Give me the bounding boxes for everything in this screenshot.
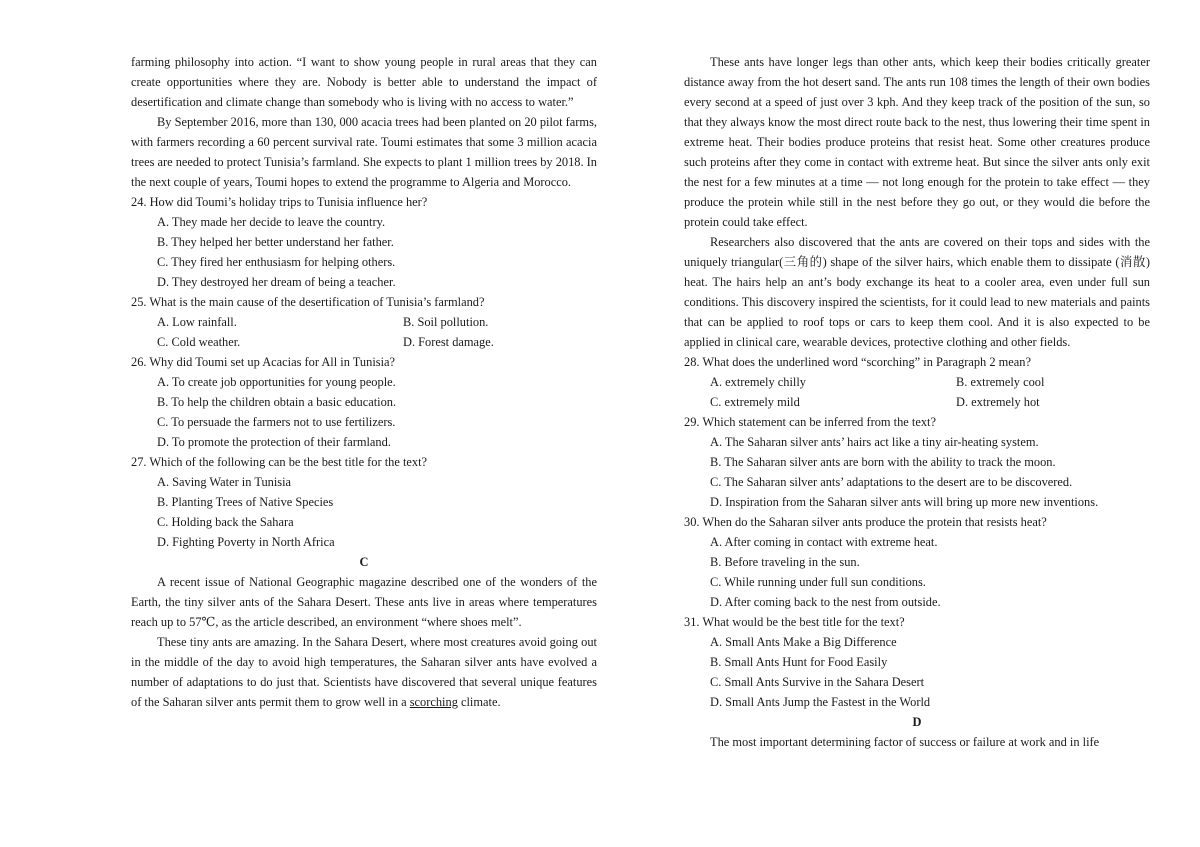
option-24d: D. They destroyed her dream of being a teacher. bbox=[157, 275, 396, 289]
question-30: 30. When do the Saharan silver ants produce the protein that resists heat? bbox=[684, 515, 1047, 529]
option-24c: C. They fired her enthusiasm for helping others. bbox=[157, 255, 396, 269]
left-column bbox=[131, 52, 597, 712]
option-26d: D. To promote the protection of their farmland. bbox=[157, 435, 391, 449]
text-run: climate. bbox=[457, 695, 501, 709]
question-26: 26. Why did Toumi set up Acacias for All in Tunisia? bbox=[131, 355, 396, 369]
option-25b: B. Soil pollution. bbox=[403, 315, 489, 329]
passage-paragraph: farming philosophy into action. “I want to show young people in rural areas that they can create opportunities where they are. Nobody is better able to understand the impact of desertification and climate change than somebody who is living with no access to water.” bbox=[131, 55, 597, 109]
passage-paragraph bbox=[131, 632, 597, 712]
option-27c: C. Holding back the Sahara bbox=[157, 515, 294, 529]
option-30c: C. While running under full sun conditions. bbox=[710, 575, 926, 589]
option-26a: A. To create job opportunities for young people. bbox=[157, 375, 396, 389]
passage-paragraph: Researchers also discovered that the ants are covered on their tops and sides with the uniquely triangular(三角的) shape of the silver hairs, which enable them to dissipate (消散) heat. The hairs help an ant’s body exchange its heat to a cooler area, even under full sun conditions. This discovery inspired the scientists, for it could lead to new materials and paints that can be applied to roof tops or cars to keep them cool. And it is also expected to be applied in clinical care, wearable devices, protective clothing and other fields. bbox=[684, 235, 1150, 349]
question-24: 24. How did Toumi’s holiday trips to Tunisia influence her? bbox=[131, 195, 428, 209]
option-25d: D. Forest damage. bbox=[403, 335, 494, 349]
question-28: 28. What does the underlined word “scorching” in Paragraph 2 mean? bbox=[684, 355, 1031, 369]
option-24b: B. They helped her better understand her father. bbox=[157, 235, 394, 249]
option-31b: B. Small Ants Hunt for Food Easily bbox=[710, 655, 888, 669]
right-column bbox=[684, 52, 1150, 752]
option-26c: C. To persuade the farmers not to use fertilizers. bbox=[157, 415, 396, 429]
question-27: 27. Which of the following can be the best title for the text? bbox=[131, 455, 428, 469]
option-29a: A. The Saharan silver ants’ hairs act like a tiny air-heating system. bbox=[710, 435, 1039, 449]
question-25: 25. What is the main cause of the desertification of Tunisia’s farmland? bbox=[131, 295, 485, 309]
option-27a: A. Saving Water in Tunisia bbox=[157, 475, 292, 489]
option-27b: B. Planting Trees of Native Species bbox=[157, 495, 334, 509]
option-28a: A. extremely chilly bbox=[710, 375, 806, 389]
option-28b: B. extremely cool bbox=[956, 375, 1045, 389]
option-29c: C. The Saharan silver ants’ adaptations to the desert are to be discovered. bbox=[710, 475, 1073, 489]
option-24a: A. They made her decide to leave the country. bbox=[157, 215, 386, 229]
option-28d: D. extremely hot bbox=[956, 395, 1040, 409]
passage-paragraph: These ants have longer legs than other ants, which keep their bodies critically greater distance away from the hot desert sand. The ants run 108 times the length of their own bodies every second at a speed of just over 3 kph. And they keep track of the position of the sun, so that they always know the most direct route back to the nest, thus lowering their time spent in extreme heat. Their bodies produce proteins that resist heat. Some other creatures produce such proteins after they come in contact with extreme heat. But since the silver ants only exit the nest for a few minutes at a time — not long enough for the protein to take effect — they produce the protein while still in the nest before they go out, or they would die before the protein could take effect. bbox=[684, 55, 1150, 229]
option-31a: A. Small Ants Make a Big Difference bbox=[710, 635, 897, 649]
options-row bbox=[157, 312, 597, 332]
passage-paragraph: By September 2016, more than 130, 000 acacia trees had been planted on 20 pilot farms, with farmers recording a 60 percent survival rate. Toumi estimates that some 3 million acacia trees are needed to protect Tunisia’s farmland. She expects to plant 1 million trees by 2018. In the next couple of years, Toumi hopes to extend the programme to Algeria and Morocco. bbox=[131, 115, 597, 189]
section-heading-c: C bbox=[359, 555, 369, 569]
passage-paragraph: The most important determining factor of success or failure at work and in life bbox=[710, 735, 1100, 749]
section-heading-d: D bbox=[912, 715, 922, 729]
option-29b: B. The Saharan silver ants are born with the ability to track the moon. bbox=[710, 455, 1056, 469]
option-30b: B. Before traveling in the sun. bbox=[710, 555, 860, 569]
option-31c: C. Small Ants Survive in the Sahara Desert bbox=[710, 675, 925, 689]
options-row bbox=[710, 372, 1150, 392]
option-27d: D. Fighting Poverty in North Africa bbox=[157, 535, 335, 549]
option-28c: C. extremely mild bbox=[710, 395, 800, 409]
question-29: 29. Which statement can be inferred from the text? bbox=[684, 415, 936, 429]
option-30d: D. After coming back to the nest from outside. bbox=[710, 595, 941, 609]
option-31d: D. Small Ants Jump the Fastest in the World bbox=[710, 695, 931, 709]
text-run: These tiny ants are amazing. In the Sahara Desert, where most creatures avoid going out in the middle of the day to avoid high temperatures, the Saharan silver ants have evolved a number of adaptations to do just that. Scientists have discovered that several unique features of the Saharan silver ants permit them to grow well in a bbox=[131, 635, 597, 709]
option-30a: A. After coming in contact with extreme heat. bbox=[710, 535, 938, 549]
option-26b: B. To help the children obtain a basic education. bbox=[157, 395, 397, 409]
option-29d: D. Inspiration from the Saharan silver ants will bring up more new inventions. bbox=[710, 495, 1099, 509]
underlined-word: scorching bbox=[409, 695, 458, 709]
passage-paragraph: A recent issue of National Geographic magazine described one of the wonders of the Earth, the tiny silver ants of the Sahara Desert. These ants live in areas where temperatures reach up to 57℃, as the article described, an environment “where shoes melt”. bbox=[131, 575, 597, 629]
option-25c: C. Cold weather. bbox=[157, 335, 241, 349]
options-row bbox=[157, 332, 597, 352]
options-row bbox=[710, 392, 1150, 412]
option-25a: A. Low rainfall. bbox=[157, 315, 237, 329]
question-31: 31. What would be the best title for the text? bbox=[684, 615, 905, 629]
